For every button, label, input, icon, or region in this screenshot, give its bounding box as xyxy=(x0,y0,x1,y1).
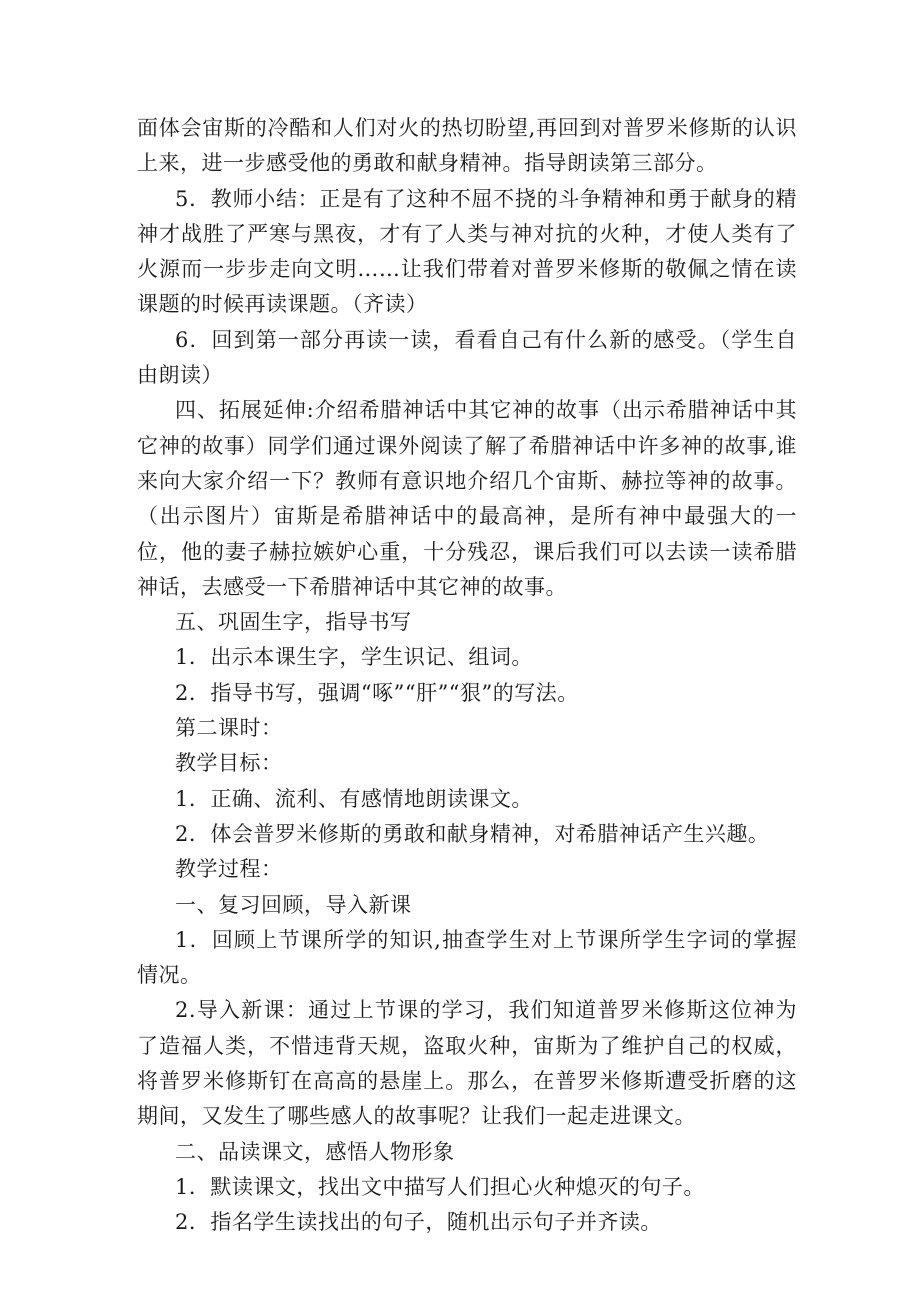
paragraph-3: 6．回到第一部分再读一读，看看自己有什么新的感受。（学生自由朗读） xyxy=(137,327,797,388)
paragraph-4: 四、拓展延伸:介绍希腊神话中其它神的故事（出示希腊神话中其它神的故事）同学们通过课外阅读了解了希腊神话中许多神的故事,谁来向大家介绍一下？教师有意识地介绍几个宙斯、赫拉等神的故事。（出示图片）宙斯是希腊神话中的最高神，是所有神中最强大的一位，他的妻子赫拉嫉妒心重，十分残忍，课后我们可以去读一读希腊神话，去感受一下希腊神话中其它神的故事。 xyxy=(137,398,797,599)
review-item-2: 2.导入新课：通过上节课的学习，我们知道普罗米修斯这位神为了造福人类，不惜违背天规，盗取火种，宙斯为了维护自己的权威，将普罗米修斯钉在高高的悬崖上。那么，在普罗米修斯遭受折磨的这期间，又发生了哪些感人的故事呢？让我们一起走进课文。 xyxy=(137,998,797,1129)
section-heading-5: 五、巩固生字，指导书写 xyxy=(175,610,412,635)
process-heading: 教学过程： xyxy=(175,857,283,882)
goal-item-1: 1．正确、流利、有感情地朗读课文。 xyxy=(175,786,533,811)
paragraph-2: 5．教师小结：正是有了这种不屈不挠的斗争精神和勇于献身的精神才战胜了严寒与黑夜，才有了人类与神对抗的火种，才使人类有了火源而一步步走向文明……让我们带着对普罗米修斯的敬佩之情在读课题的时候再读课题。（齐读） xyxy=(137,186,797,317)
goals-heading: 教学目标： xyxy=(175,751,283,776)
paragraph-1: 面体会宙斯的冷酷和人们对火的热切盼望,再回到对普罗米修斯的认识上来，进一步感受他的勇敢和献身精神。指导朗读第三部分。 xyxy=(137,116,797,176)
section-heading-1: 一、复习回顾，导入新课 xyxy=(175,892,412,917)
reading-item-2: 2．指名学生读找出的句子，随机出示句子并齐读。 xyxy=(175,1210,662,1235)
section-heading-2: 二、品读课文，感悟人物形象 xyxy=(175,1139,455,1164)
list-item-2: 2．指导书写，强调“啄”“肝”“狠”的写法。 xyxy=(175,680,579,705)
reading-item-1: 1．默读课文，找出文中描写人们担心火种熄灭的句子。 xyxy=(175,1174,705,1199)
goal-item-2: 2．体会普罗米修斯的勇敢和献身精神，对希腊神话产生兴趣。 xyxy=(175,821,770,846)
lesson-heading: 第二课时： xyxy=(175,716,283,741)
document-body xyxy=(137,111,797,1241)
list-item-1: 1．出示本课生字，学生识记、组词。 xyxy=(175,645,533,670)
review-item-1: 1．回顾上节课所学的知识,抽查学生对上节课所学生字词的掌握情况。 xyxy=(137,927,797,988)
